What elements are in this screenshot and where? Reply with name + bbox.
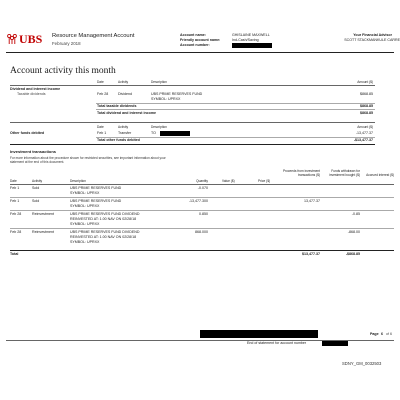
div-col-date: Date <box>97 80 104 84</box>
account-name-label: Account name: <box>180 33 206 37</box>
div-col-activity: Activity <box>118 80 129 84</box>
inv-col-price: Price ($) <box>258 179 271 183</box>
div-row-amount: $868.85 <box>360 92 373 96</box>
funds-col-date: Date <box>97 125 104 129</box>
funds-total-amount: -$13,477.37 <box>353 138 373 142</box>
end-of-statement-text: End of statement for account number <box>247 341 307 345</box>
funds-row-amount: -13,477.37 <box>355 131 373 135</box>
statement-title: Resource Management Account <box>52 33 135 39</box>
div-row-desc2: SYMBOL: UPRXX <box>151 97 181 101</box>
inv-row4-quantity: 868.000 <box>195 230 208 234</box>
div-total-taxable-label: Total taxable dividends <box>97 104 137 108</box>
inv-total-rule <box>10 250 394 251</box>
account-name-value: GHISLAINE MAXWELL <box>232 33 270 37</box>
inv-row3-activity: Reinvestment <box>32 212 54 216</box>
inv-col-activity: Activity <box>32 179 43 183</box>
inv-row1-desc2: SYMBOL: UPRXX <box>70 191 100 195</box>
inv-row3-funds: -0.85 <box>351 212 360 216</box>
inv-row2-activity: Sold <box>32 199 40 203</box>
advisor-label: Your Financial Advisor <box>353 33 392 37</box>
inv-total-proceeds: $13,477.37 <box>302 252 320 256</box>
funds-top-rule <box>10 122 375 123</box>
inv-row2-date: Feb 1 <box>10 199 20 203</box>
inv-row3-desc2: REINVESTED AT: 1.00 NAV ON 02/28/18 <box>70 217 137 221</box>
inv-row1-quantity: -0.070 <box>197 186 208 190</box>
div-row-date: Feb 28 <box>97 92 109 96</box>
ubs-logo <box>6 32 46 46</box>
inv-col-funds: Funds withdrawn for investment bought ($) <box>329 169 360 177</box>
inv-col-value: Value ($) <box>222 179 235 183</box>
div-col-description: Description <box>151 80 167 84</box>
inv-row2-rule <box>10 210 394 211</box>
funds-row-desc: TO <box>151 131 156 135</box>
funds-row-date: Feb 1 <box>97 131 107 135</box>
inv-row1-date: Feb 1 <box>10 186 20 190</box>
inv-col-date: Date <box>10 179 17 183</box>
brand-name: UBS <box>19 32 43 46</box>
inv-row1-desc1: UBS PRIME RESERVES FUND <box>70 186 122 190</box>
inv-row4-desc3: SYMBOL: UPRXX <box>70 240 100 244</box>
funds-group-label: Other funds debited <box>10 131 45 135</box>
section-title: Account activity this month <box>10 66 116 76</box>
redacted-footer-block <box>200 330 318 338</box>
inv-row3-date: Feb 28 <box>10 212 22 216</box>
inv-note: For more information about the procedure shown for restricted securities, see important information about your statement at the end of this document. <box>10 156 166 164</box>
div-col-amount: Amount ($) <box>357 80 373 84</box>
inv-row4-date: Feb 28 <box>10 230 22 234</box>
inv-row4-desc1: UBS PRIME RESERVES FUND DIVIDEND <box>70 230 140 234</box>
funds-total-label: Total other funds debited <box>97 138 140 142</box>
div-row-desc1: UBS PRIME RESERVES FUND <box>151 92 203 96</box>
account-number-label: Account number: <box>180 43 210 47</box>
inv-row3-desc1: UBS PRIME RESERVES FUND DIVIDEND <box>70 212 140 216</box>
funds-col-description: Description <box>151 125 167 129</box>
funds-bottom-rule <box>10 144 375 145</box>
inv-row3-desc3: SYMBOL: UPRXX <box>70 222 100 226</box>
inv-row1-rule <box>10 197 394 198</box>
page-of: of 6 <box>386 332 392 336</box>
inv-col-proceeds: Proceeds from investment transactions ($) <box>282 169 320 177</box>
div-sub-label: Taxable dividends <box>17 92 46 96</box>
statement-period: February 2018 <box>52 41 81 46</box>
div-total-income-amount: $868.85 <box>360 111 373 115</box>
friendly-name-value: Ind-Cash/Saving <box>232 38 259 42</box>
page-label: Page <box>370 332 379 336</box>
inv-row3-rule <box>10 228 394 229</box>
inv-col-accrued: Accrued interest ($) <box>366 173 394 177</box>
inv-row2-proceeds: 13,477.37 <box>304 199 320 203</box>
inv-row1-activity: Sold <box>32 186 40 190</box>
inv-total-funds: -$868.85 <box>345 252 360 256</box>
inv-row4-activity: Reinvestment <box>32 230 54 234</box>
inv-header-rule <box>10 184 394 185</box>
div-row-rule <box>96 103 375 104</box>
bates-number: SDNY_GM_0032503 <box>342 361 382 366</box>
div-header-rule <box>10 85 375 86</box>
inv-total-label: Total <box>10 252 19 256</box>
redacted-end-account <box>322 341 348 346</box>
page-number: 6 <box>381 332 383 336</box>
div-total-income-label: Total dividend and interest income <box>97 111 157 115</box>
funds-row-activity: Transfer <box>118 131 132 135</box>
inv-title: Investment transactions <box>10 149 57 154</box>
div-total-rule <box>96 109 375 110</box>
inv-row2-desc1: UBS PRIME RESERVES FUND <box>70 199 122 203</box>
funds-col-activity: Activity <box>118 125 129 129</box>
inv-row2-desc2: SYMBOL: UPRXX <box>70 204 100 208</box>
redacted-transfer-account <box>160 131 190 136</box>
redacted-account-number <box>232 43 272 48</box>
div-total-taxable-amount: $868.85 <box>360 104 373 108</box>
inv-row2-quantity: -13,477.300 <box>188 199 208 203</box>
inv-row4-desc2: REINVESTED AT: 1.00 NAV ON 02/28/18 <box>70 235 137 239</box>
inv-row3-quantity: 0.850 <box>199 212 208 216</box>
inv-col-description: Description <box>70 179 86 183</box>
header-divider <box>6 52 394 53</box>
div-row-activity: Dividend <box>118 92 132 96</box>
inv-col-quantity: Quantity <box>196 179 208 183</box>
advisor-name: SCOTT STACKMANKULE CARRE <box>344 38 400 42</box>
funds-col-amount: Amount ($) <box>357 125 373 129</box>
div-group-label: Dividend and interest income <box>10 87 61 91</box>
ubs-keys-icon <box>6 33 18 45</box>
inv-row4-funds: -868.00 <box>347 230 360 234</box>
friendly-name-label: Friendly account name: <box>180 38 221 42</box>
